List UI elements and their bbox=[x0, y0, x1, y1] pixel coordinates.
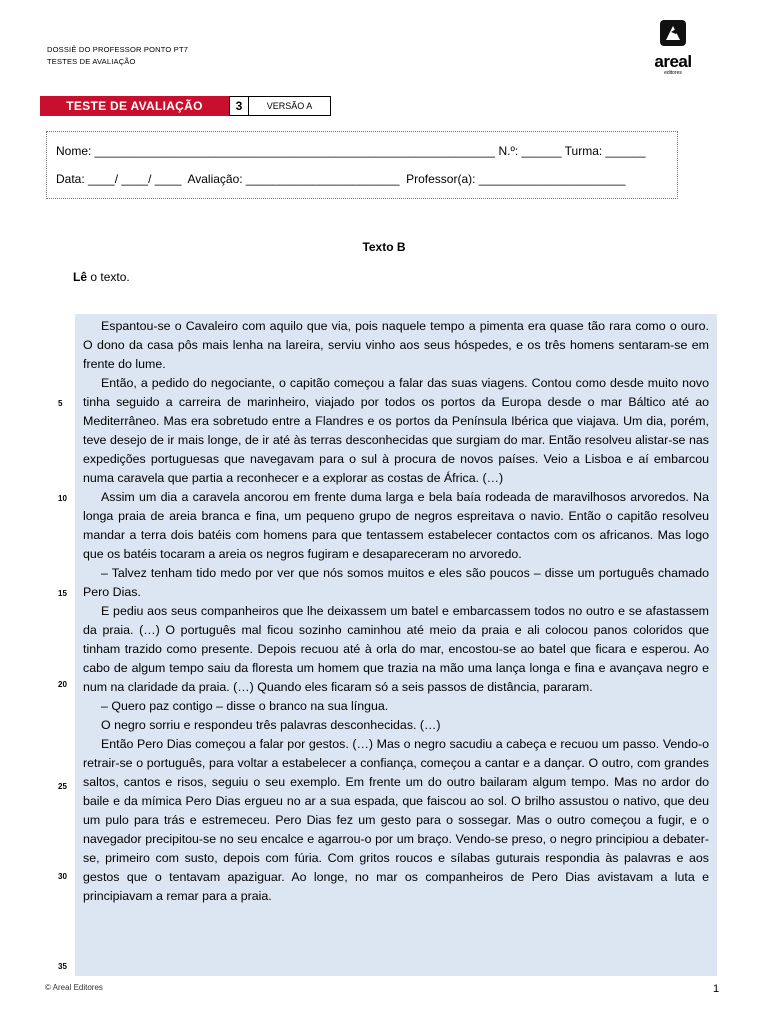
paragraph: E pediu aos seus companheiros que lhe deixassem um batel e embarcassem todos no outro e se afastassem da praia. (…) O português mal ficou sozinho caminhou até meio da praia e ali colocou panos coloridos que tinham trazido como presente. Depois recuou até à orla do mar, encostou-se ao batel que ficara e esperou. Ao cabo de algum tempo saiu da floresta um homem que trazia na mão uma lança longa e fina e avançava negro e num na claridade da praia. (…) Quando eles ficaram só a seis passos de distância, pararam. bbox=[83, 604, 709, 694]
logo-subtext: editores bbox=[664, 70, 682, 76]
line-number: 15 bbox=[58, 589, 67, 598]
student-info-box bbox=[46, 131, 678, 199]
header-tests: TESTES DE AVALIAÇÃO bbox=[47, 57, 136, 66]
student-name-line[interactable]: Nome: ____________________________________________________________ N.º: ______ Turma: ______ bbox=[56, 144, 646, 158]
paragraph: O negro sorriu e respondeu três palavras desconhecidas. (…) bbox=[101, 718, 441, 732]
paragraph: Então Pero Dias começou a falar por gestos. (…) Mas o negro sacudiu a cabeça e recuou um passo. Vendo-o retrair-se o português, para voltar a estabelecer a confiança, começou a cantar e a dançar. O outro, com grandes saltos, cantos e risos, seguiu o seu exemplo. Em frente um do outro bailaram algum tempo. Mas no ardor do baile e da mímica Pero Dias ergueu no ar a sua espada, que faiscou ao sol. O brilho assustou o nativo, que deu um pulo para trás e estremeceu. Pero Dias fez um gesto para o sossegar. Mas o outro começou a fugir, e o navegador precipitou-se no seu encalce e agarrou-o por um braço. Vendo-se preso, o negro principiou a debater-se, primeiro com susto, depois com fúria. Com gritos roucos e sílabas guturais respondia às palavras e aos gestos que o tentavam apaziguar. Ao longe, no mar os companheiros de Pero Dias avistavam a luta e principiavam a remar para a praia. bbox=[83, 737, 709, 903]
header-dossier: DOSSIÊ DO PROFESSOR PONTO PT7 bbox=[47, 45, 189, 54]
line-number: 25 bbox=[58, 782, 67, 791]
test-version: VERSÃO A bbox=[249, 96, 331, 116]
reading-text-box bbox=[75, 314, 717, 976]
line-number: 30 bbox=[58, 872, 67, 881]
paragraph: – Talvez tenham tido medo por ver que nós somos muitos e eles são poucos – disse um português chamado Pero Dias. bbox=[83, 566, 709, 599]
student-date-line[interactable]: Data: ____/ ____/ ____ Avaliação: _______________________ Professor(a): ______________________ bbox=[56, 172, 626, 186]
instruction bbox=[73, 270, 130, 284]
logo-mark-icon bbox=[640, 18, 706, 52]
paragraph: Espantou-se o Cavaleiro com aquilo que via, pois naquele tempo a pimenta era quase tão rara como o ouro. O dono da casa pôs mais lenha na lareira, serviu vinho aos seus hóspedes, e os três homens sentaram-se em frente do lume. bbox=[83, 319, 709, 371]
line-number: 35 bbox=[58, 962, 67, 971]
line-number: 5 bbox=[58, 399, 63, 408]
instruction-rest: o texto. bbox=[87, 270, 130, 284]
reading-text bbox=[83, 317, 709, 906]
paragraph: – Quero paz contigo – disse o branco na sua língua. bbox=[101, 699, 389, 713]
text-title: Texto B bbox=[362, 240, 406, 254]
areal-logo bbox=[640, 18, 710, 76]
test-label: TESTE DE AVALIAÇÃO bbox=[40, 96, 229, 116]
paragraph: Assim um dia a caravela ancorou em frente duma larga e bela baía rodeada de maravilhosos arvoredos. Na longa praia de areia branca e fina, um pequeno grupo de negros espreitava o navio. Então o capitão resolveu mandar a terra dois batéis com homens para que tentassem estabelecer contactos com os africanos. Mas logo que os batéis tocaram a areia os negros fugiram e desapareceram no arvoredo. bbox=[83, 490, 709, 561]
test-number: 3 bbox=[229, 96, 249, 116]
page-number: 1 bbox=[713, 983, 720, 995]
instruction-bold: Lê bbox=[73, 270, 88, 284]
line-number: 10 bbox=[58, 494, 67, 503]
test-title-bar bbox=[40, 96, 331, 116]
logo-text: areal bbox=[654, 52, 692, 71]
line-number: 20 bbox=[58, 680, 67, 689]
paragraph: Então, a pedido do negociante, o capitão começou a falar das suas viagens. Contou como desde muito novo tinha seguido a carreira de marinheiro, viajado por todos os portos da Europa desde o mar Báltico até ao Mediterrâneo. Mas era sobretudo entre a Flandres e os portos da Península Ibérica que viajava. Um dia, porém, teve desejo de ir mais longe, de ir até às terras desconhecidas que surgiam do mar. Então resolveu alistar-se nas expedições portuguesas que navegavam para o sul à procura de novos países. Veio a Lisboa e aí embarcou numa caravela que partia a reconhecer e a explorar as costas de África. (…) bbox=[83, 376, 709, 485]
footer-copyright: © Areal Editores bbox=[45, 983, 103, 992]
